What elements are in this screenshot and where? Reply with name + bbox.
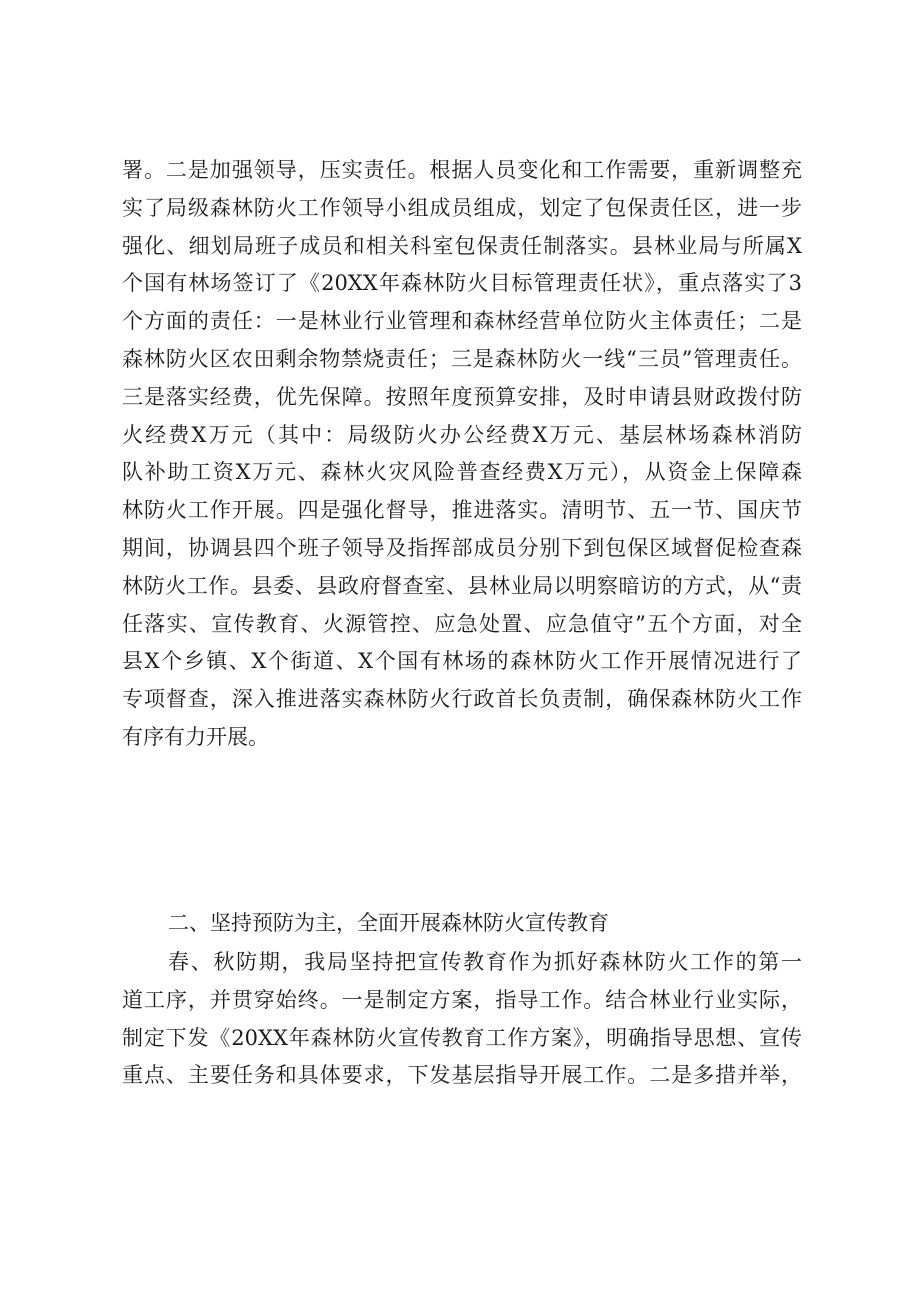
text-line: 有序有力开展。	[122, 724, 269, 749]
text-line: 春、秋防期，我局坚持把宣传教育作为抓好森林防火工作的第一	[168, 950, 802, 974]
text-line: 署。二是加强领导，压实责任。根据人员变化和工作需要，重新调整充	[122, 158, 802, 182]
text-line: 个方面的责任：一是林业行业管理和森林经营单位防火主体责任；二是	[122, 309, 802, 334]
text-line: 林防火工作开展。四是强化督导，推进落实。清明节、五一节、国庆节	[122, 498, 802, 523]
text-line: 专项督查，深入推进落实森林防火行政首长负责制，确保森林防火工作	[122, 687, 802, 712]
text-line: 期间，协调县四个班子领导及指挥部成员分别下到包保区域督促检查森	[122, 535, 802, 560]
text-line: 林防火工作。县委、县政府督查室、县林业局以明察暗访的方式，从“责	[122, 573, 802, 598]
section-heading: 二、坚持预防为主，全面开展森林防火宣传教育	[168, 911, 609, 935]
text-line: 制定下发《20XX年森林防火宣传教育工作方案》，明确指导思想、宣传	[122, 1025, 802, 1050]
text-line: 强化、细划局班子成员和相关科室包保责任制落实。县林业局与所属X	[122, 233, 802, 258]
text-line: 森林防火区农田剩余物禁烧责任；三是森林防火一线“三员”管理责任。	[122, 346, 802, 371]
text-line: 任落实、宣传教育、火源管控、应急处置、应急值守”五个方面，对全	[122, 611, 802, 636]
text-line: 重点、主要任务和具体要求，下发基层指导开展工作。二是多措并举，	[122, 1063, 802, 1088]
paragraph-next	[122, 944, 802, 1095]
section-heading-block	[122, 905, 802, 943]
text-line: 县X个乡镇、X个街道、X个国有林场的森林防火工作开展情况进行了	[122, 649, 802, 674]
text-line: 实了局级森林防火工作领导小组成员组成，划定了包保责任区，进一步	[122, 195, 802, 220]
paragraph-continuation	[122, 152, 802, 757]
text-line: 道工序，并贯穿始终。一是制定方案，指导工作。结合林业行业实际，	[122, 987, 802, 1012]
text-line: 三是落实经费，优先保障。按照年度预算安排，及时申请县财政拨付防	[122, 384, 802, 409]
text-line: 火经费X万元（其中：局级防火办公经费X万元、基层林场森林消防	[122, 422, 802, 447]
text-line: 个国有林场签订了《20XX年森林防火目标管理责任状》，重点落实了3	[122, 271, 802, 296]
text-line: 队补助工资X万元、森林火灾风险普查经费X万元），从资金上保障森	[122, 460, 802, 485]
